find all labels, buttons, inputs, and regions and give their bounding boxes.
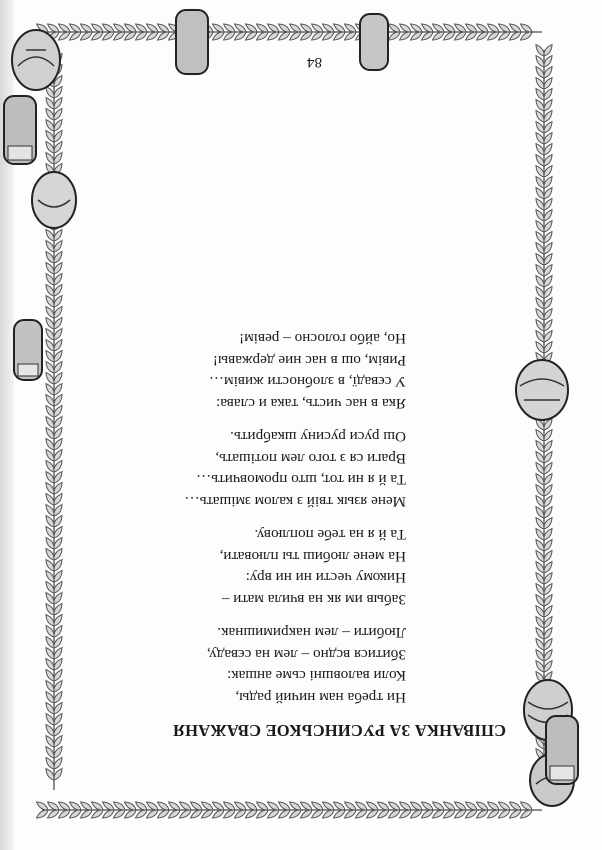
poem-line: Ривім, ош в нас ние державы! [212, 352, 406, 369]
poem [86, 316, 506, 740]
poem-line: Враги ся з того лем потішать, [215, 450, 406, 467]
poem-line: На мене любиш ты плювати, [219, 548, 406, 565]
poem-line: Любити – лем накримишнак. [217, 624, 406, 642]
stanza-3 [86, 426, 406, 512]
stanza-1 [86, 622, 406, 708]
poem-line: Та й я ни тот, што промовчить… [196, 471, 406, 489]
stanza-4 [86, 328, 406, 414]
stanza-2 [86, 524, 406, 610]
poem-line: У сєвадї, в злобности живім… [208, 373, 406, 391]
poem-line: Та й я на тебе поплюву. [254, 526, 406, 544]
page-number: 84 [307, 54, 322, 70]
poem-line: Но, айбо голосно – ревім! [239, 330, 406, 348]
poem-line: Ни треба нам ничий рады, [235, 689, 406, 706]
poem-line: Коли валовшні сьме аншак: [226, 667, 406, 685]
poem-line: Мене язык твій з калом змішать… [184, 493, 406, 510]
poem-title: СПІВАНКА ЗА РУСИНСЬКОЕ СВАЖАНЯ [172, 721, 506, 740]
poem-line: Яка в нас чисть, така и слава: [215, 395, 406, 412]
poem-line: Никому чести ни ни вру: [245, 569, 406, 587]
poem-line: Ош руси русину шкабрить. [230, 428, 406, 446]
poem-line: Збитися всдно – лем на сєваду, [206, 646, 406, 663]
poem-line: Забыв им як на вчила мати – [221, 591, 406, 608]
